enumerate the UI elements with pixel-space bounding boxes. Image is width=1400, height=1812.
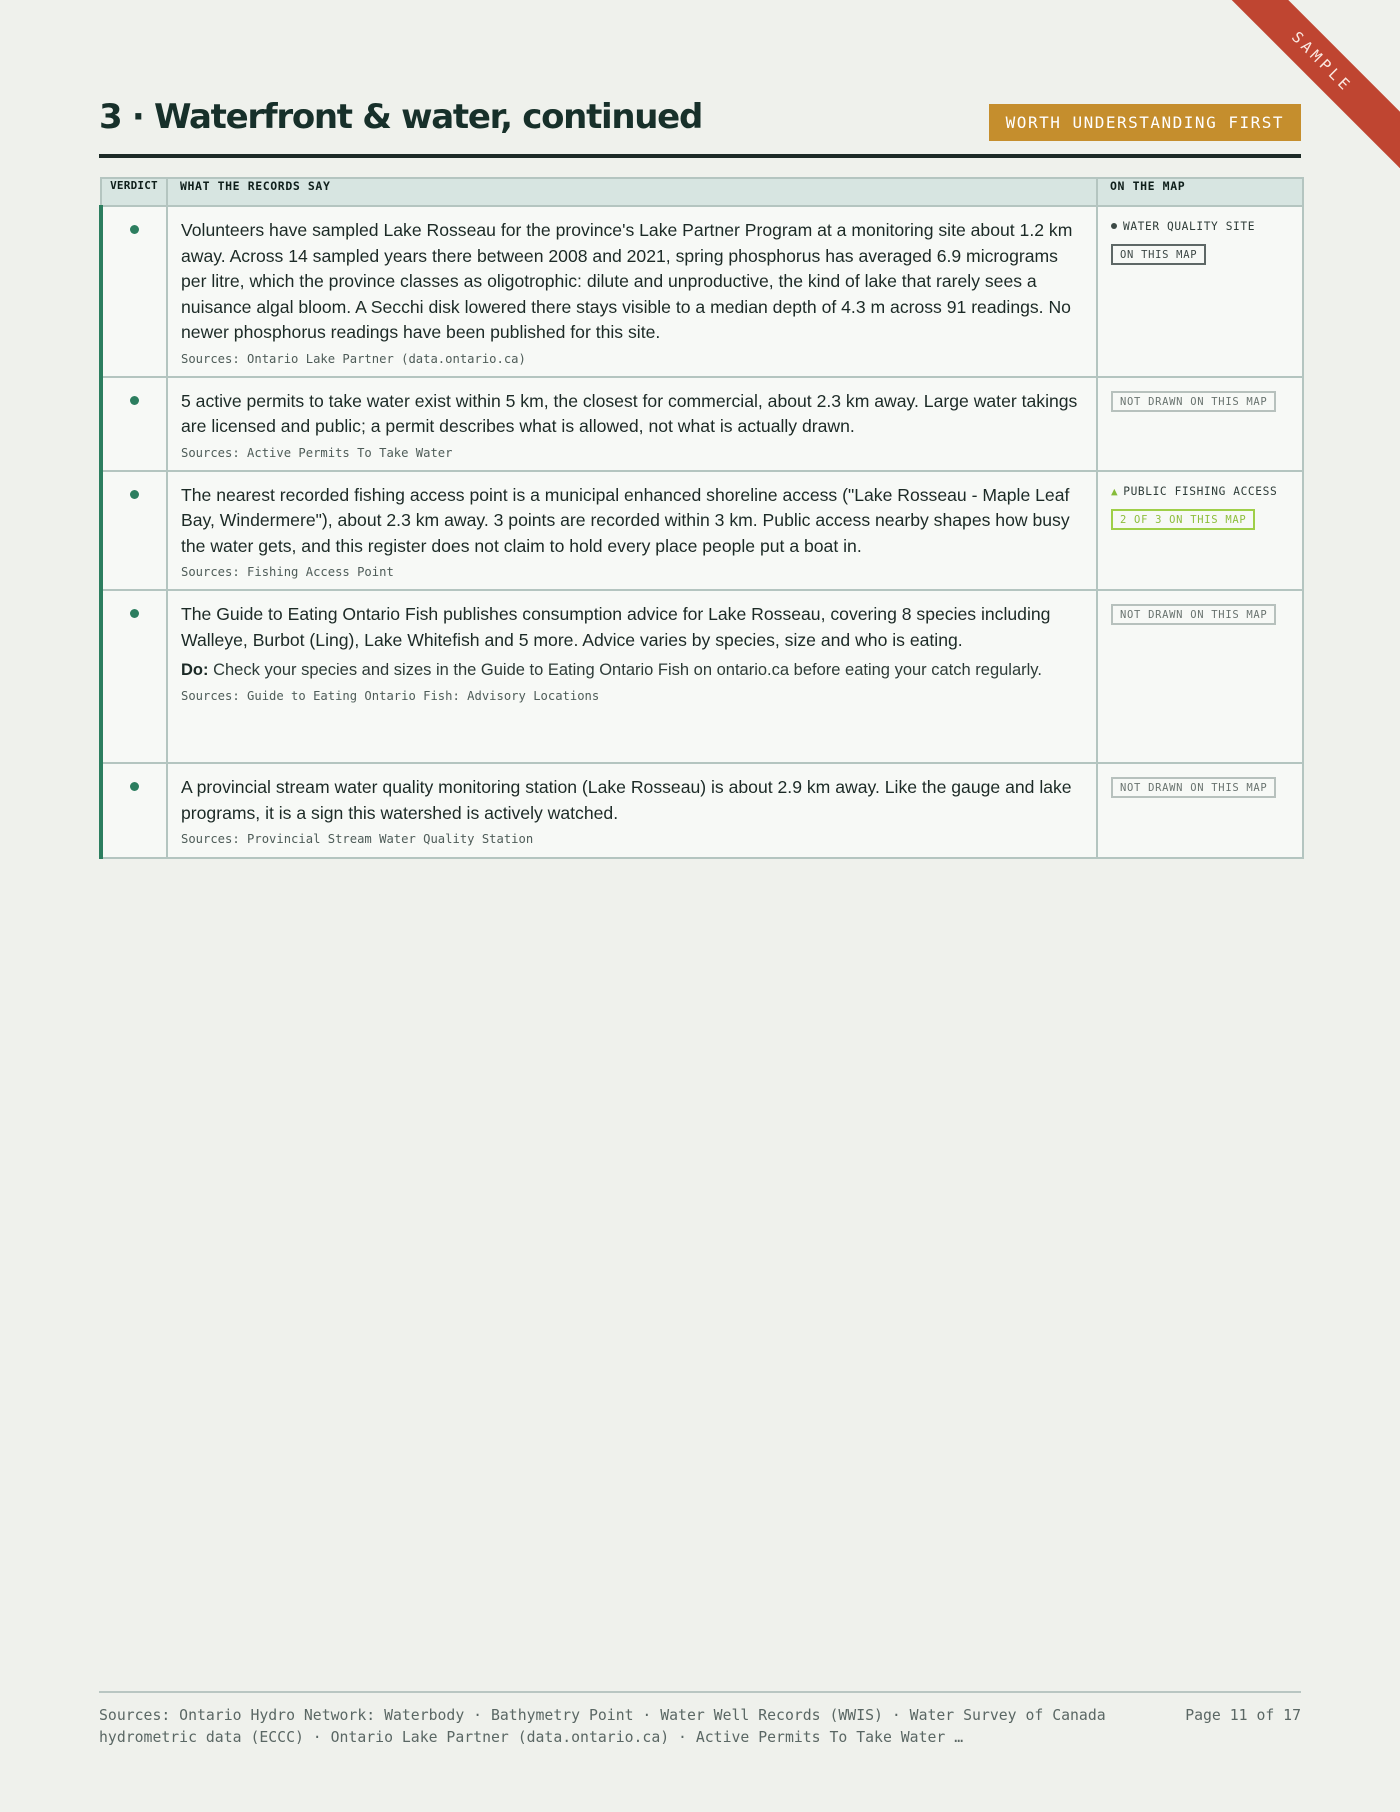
map-legend-label — [1111, 485, 1290, 499]
verdict-dot-icon — [130, 396, 139, 405]
water-quality-site-marker-icon — [1111, 223, 1117, 229]
record-sources: Sources: Ontario Lake Partner (data.ontario.ca) — [181, 351, 526, 366]
map-legend-label — [1111, 220, 1290, 234]
map-cell — [1097, 377, 1303, 471]
verdict-cell — [101, 763, 167, 858]
verdict-dot-icon — [130, 782, 139, 791]
verdict-dot-icon — [130, 225, 139, 234]
record-sources: Sources: Guide to Eating Ontario Fish: Advisory Locations — [181, 688, 600, 703]
column-header-map: ON THE MAP — [1097, 178, 1303, 206]
table-row — [101, 763, 1303, 858]
record-text: Volunteers have sampled Lake Rosseau for the province's Lake Partner Program at a monitoring site about 1.2 km away. Across 14 sampled years there between 2008 and 2021, spring phosphorus has averaged 6.9 micrograms per litre, which the province classes as oligotrophic: dilute and unproductive, the kind of lake that rarely sees a nuisance algal bloom. A Secchi disk lowered there stays visible to a median depth of 4.3 m across 91 readings. No newer phosphorus readings have been published for this site. — [181, 220, 1073, 342]
record-advice — [181, 659, 1084, 683]
map-cell — [1097, 590, 1303, 763]
records-cell — [167, 763, 1097, 858]
record-text: 5 active permits to take water exist within 5 km, the closest for commercial, about 2.3 km away. Large water takings are licensed and public; a permit describes what is allowed, not what is actually drawn. — [181, 390, 1078, 436]
map-legend-text: PUBLIC FISHING ACCESS — [1123, 484, 1278, 498]
verdict-cell — [101, 590, 167, 763]
advice-label: Do: — [181, 661, 209, 679]
page-number: Page 11 of 17 — [1185, 1707, 1301, 1724]
map-cell — [1097, 471, 1303, 591]
verdict-cell — [101, 206, 167, 377]
map-legend-text: WATER QUALITY SITE — [1123, 220, 1256, 233]
records-cell — [167, 471, 1097, 591]
map-status-tag: NOT DRAWN ON THIS MAP — [1111, 391, 1276, 412]
table-row — [101, 206, 1303, 377]
sample-ribbon: SAMPLE — [1216, 0, 1400, 168]
verdict-cell — [101, 377, 167, 471]
verdict-dot-icon — [130, 490, 139, 499]
map-status-tag: NOT DRAWN ON THIS MAP — [1111, 777, 1276, 798]
record-sources: Sources: Active Permits To Take Water — [181, 445, 453, 460]
map-status-tag: ON THIS MAP — [1111, 244, 1206, 265]
record-text: A provincial stream water quality monitoring station (Lake Rosseau) is about 2.9 km away. Like the gauge and lake programs, it is a sign this watershed is actively watched. — [181, 777, 1072, 823]
fishing-access-triangle-icon: ▲ — [1111, 484, 1119, 498]
map-status-tag: NOT DRAWN ON THIS MAP — [1111, 604, 1276, 625]
verdict-dot-icon — [130, 609, 139, 618]
footer-sources: Sources: Ontario Hydro Network: Waterbody · Bathymetry Point · Water Well Records (WWIS) · Water Survey of Canada hydrometric data (ECCC) · Ontario Lake Partner (data.ontario.ca) · Active Permits To Take Water … — [99, 1707, 1106, 1746]
column-header-records: WHAT THE RECORDS SAY — [167, 178, 1097, 206]
records-table — [99, 177, 1304, 859]
map-status-tag: 2 OF 3 ON THIS MAP — [1111, 509, 1255, 530]
table-row — [101, 471, 1303, 591]
records-cell — [167, 206, 1097, 377]
column-header-verdict: VERDICT — [101, 178, 167, 206]
record-text: The Guide to Eating Ontario Fish publishes consumption advice for Lake Rosseau, covering 8 species including Walleye, Burbot (Ling), Lake Whitefish and 5 more. Advice varies by species, size and who is eating. — [181, 604, 1051, 650]
record-sources: Sources: Provincial Stream Water Quality Station — [181, 832, 534, 846]
record-sources: Sources: Fishing Access Point — [181, 565, 394, 579]
table-row — [101, 590, 1303, 763]
section-title: 3 · Waterfront & water, continued — [99, 97, 702, 137]
verdict-cell — [101, 471, 167, 591]
table-row — [101, 377, 1303, 471]
record-text: The nearest recorded fishing access point is a municipal enhanced shoreline access ("Lake Rosseau - Maple Leaf Bay, Windermere"), about 2.3 km away. 3 points are recorded within 3 km. Public access nearby shapes how busy the water gets, and this register does not claim to hold every place people put a boat in. — [181, 484, 1070, 556]
records-cell — [167, 377, 1097, 471]
advice-text: Check your species and sizes in the Guide to Eating Ontario Fish on ontario.ca before eating your catch regularly. — [213, 661, 1042, 679]
map-cell — [1097, 763, 1303, 858]
table-header-row — [101, 178, 1303, 206]
section-header — [99, 96, 1301, 158]
footer-divider — [99, 1691, 1301, 1693]
map-cell — [1097, 206, 1303, 377]
priority-badge: WORTH UNDERSTANDING FIRST — [989, 104, 1301, 141]
records-cell — [167, 590, 1097, 763]
